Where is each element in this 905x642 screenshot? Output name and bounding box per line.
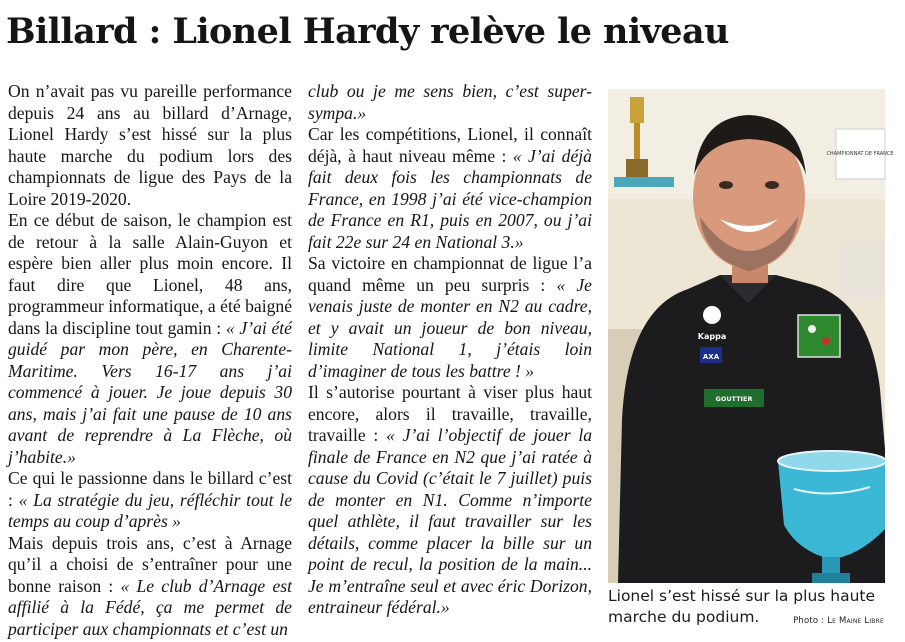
paragraph-4: Mais depuis trois ans, c’est à Arnage qu’il a choisi de s’entraîner pour une bonne raison : « Le club d’Arnage est affilié à la Fédé, ça me permet de participer aux championnats et c’est un	[8, 532, 292, 639]
quote: « La stratégie du jeu, réfléchir tout le temps au coup d’après »	[8, 489, 293, 531]
article-headline: Billard : Lionel Hardy relève le niveau	[6, 11, 729, 52]
article-column-2	[308, 81, 592, 619]
photo-caption: Lionel s’est hissé sur la plus haute marche du podium.	[608, 587, 876, 626]
quote: « J’ai l’objectif de jouer la finale de France en N2 que j’ai ratée à cause du Covid (c’était le 7 juillet) puis de monter en N1. Comme n’importe quel athlète, il faut travailler sur les détails, comme placer la bille sur un point de recul, la position de la main... Je m’entraîne seul et avec éric Dorizon, entraineur fédéral.»	[308, 425, 593, 617]
article-photo	[608, 89, 894, 583]
svg-text:GOUTTIER: GOUTTIER	[715, 395, 753, 403]
paragraph-7: Sa victoire en championnat de ligue l’a quand même un peu surpris : « Je venais juste de monter en N2 au cadre, et y avait un joueur de bon niveau, limite National 1, j’étais loin d’imaginer de tous les battre ! »	[308, 253, 592, 381]
paragraph-1: On n’avait pas vu pareille performance depuis 24 ans au billard d’Arnage, Lionel Hardy s’est hissé sur la plus haute marche du podium lors des championnats de ligue des Pays de la Loire 2019-2020.	[8, 81, 292, 209]
quote: « Je venais juste de monter en N2 au cadre, et y avait un joueur de bon niveau, limite National 1, j’étais loin d’imaginer de tous les battre ! »	[308, 274, 592, 381]
club-patch	[798, 315, 840, 357]
article-column-1	[8, 81, 292, 640]
quote: « J’ai déjà fait deux fois les championnats de France, en 1998 j’ai été vice-champion de France en R1, puis en 2007, ou j’ai fait 22e sur 24 en National 3.»	[308, 145, 592, 252]
shelf	[614, 177, 674, 187]
paragraph-3: Ce qui le passionne dans le billard c’est : « La stratégie du jeu, réfléchir tout le temps au coup d’après »	[8, 468, 293, 531]
wall-sign-text: CHAMPIONNAT DE FRANCE	[826, 151, 894, 157]
kappa-logo-icon	[703, 306, 721, 324]
quote: « J’ai été guidé par mon père, en Charente-Maritime. Vers 16-17 ans j’ai commencé à jouer. Je joue depuis 30 ans, mais j’ai fait une pause de 10 ans avant de reprendre à La Flèche, où j’habite.»	[8, 317, 292, 467]
paragraph-8: Il s’autorise pourtant à viser plus haut encore, alors il travaille, travaille, travaille : « J’ai l’objectif de jouer la finale de France en N2 que j’ai ratée à cause du Covid (c’était le 7 juillet) puis de monter en N1. Comme n’importe quel athlète, il faut travailler sur les détails, comme placer la bille sur un point de recul, la position de la main... Je m’entraîne seul et avec éric Dorizon, entraineur fédéral.»	[308, 382, 593, 617]
paragraph-2: En ce début de saison, le champion est de retour à la salle Alain-Guyon et espère bien aller plus moin encore. Il faut dire que Lionel, 48 ans, programmeur informatique, a été baigné dans la discipline tout gamin : « J’ai été guidé par mon père, en Charente-Maritime. Vers 16-17 ans j’ai commencé à jouer. Je joue depuis 30 ans, mais j’ai fait une pause de 10 ans avant de reprendre à La Flèche, où j’habite.»	[8, 210, 292, 467]
paragraph-5	[308, 81, 592, 124]
paragraph-6: Car les compétitions, Lionel, il connaît déjà, à haut niveau même : « J’ai déjà fait deux fois les championnats de France, en 1998 j’ai été vice-champion de France en R1, puis en 2007, ou j’ai fait 22e sur 24 en National 3.»	[308, 124, 592, 252]
svg-text:AXA: AXA	[702, 353, 720, 361]
quote: « Le club d’Arnage est affilié à la Fédé, ça me permet de participer aux championnats et c’est un	[8, 575, 292, 639]
quote: club ou je me sens bien, c’est super-sympa.»	[308, 81, 592, 123]
shirt-brand-text: Kappa	[697, 332, 727, 341]
photo-credit: Photo : Le Maine Libre	[793, 616, 884, 626]
player-photo-illustration	[608, 89, 894, 583]
